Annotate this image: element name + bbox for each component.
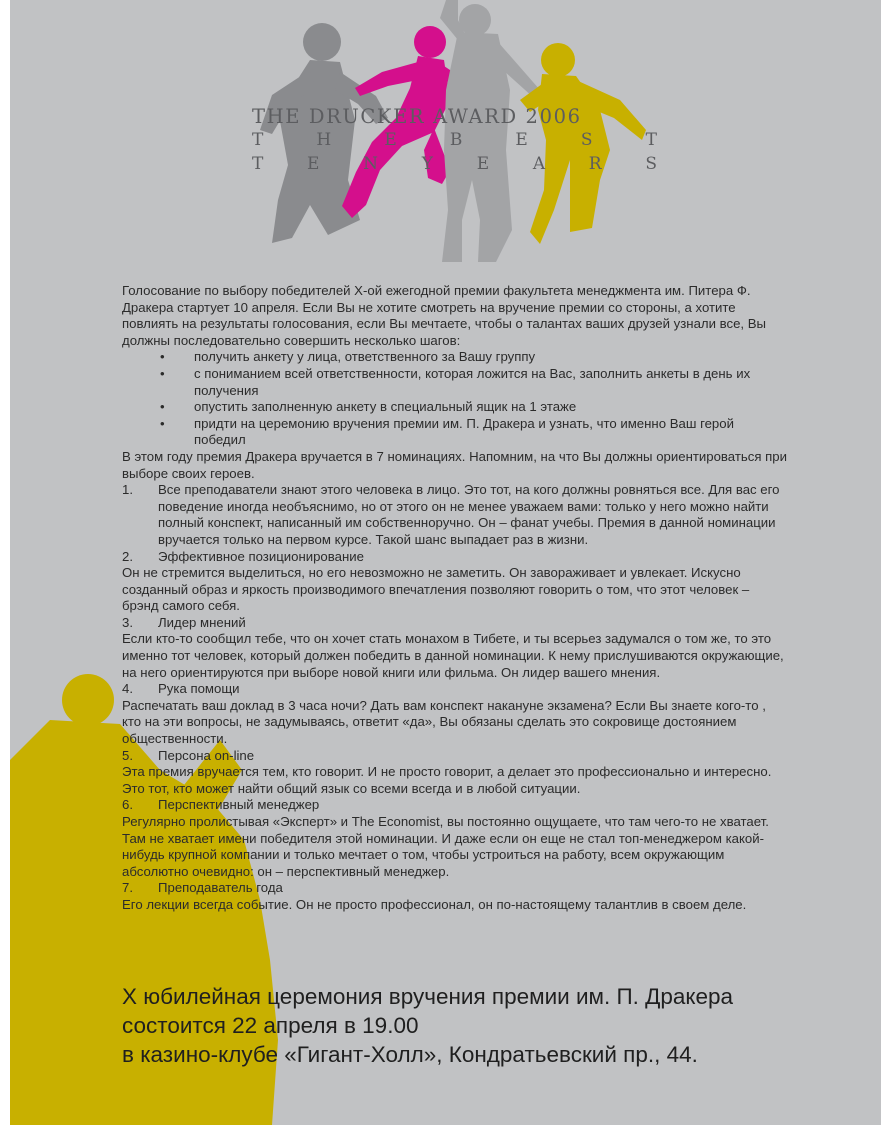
title-letter: S bbox=[580, 130, 593, 150]
announcement-line: в казино-клубе «Гигант-Холл», Кондратьевский пр., 44. bbox=[122, 1042, 698, 1067]
title-letter: E bbox=[307, 154, 320, 174]
event-announcement bbox=[122, 982, 822, 1069]
award-title bbox=[252, 106, 672, 176]
nominations-intro: В этом году премия Дракера вручается в 7 номинациях. Напомним, на что Вы должны ориентироваться при выборе своих героев. bbox=[122, 448, 787, 481]
nomination-title: Все преподаватели знают этого человека в лицо. Это тот, на кого должны ровняться все. Для вас его поведение иногда необъяснимо, но от этого он не менее уважаем вами: только у него можно найти полный конспект, написанный им собственноручно. Он – фанат учебы. Премия в данной номинации вручается только на первом курсе. Такой шанс выпадает раз в жизни. bbox=[158, 482, 780, 547]
poster bbox=[10, 0, 881, 1125]
nomination-title: Преподаватель года bbox=[158, 880, 283, 896]
title-letter: H bbox=[316, 130, 332, 150]
nomination-text: Регулярно пролистывая «Эксперт» и The Economist, вы постоянно ощущаете, что там чего-то не хватает. Там не хватает имени победителя этой номинации. И даже если он еще не стал топ-менеджером какой-нибудь крупной компании и только мечтает о том, чтобы устроиться на работу, всем окружающим абсолютно очевидно: он – перспективный менеджер. bbox=[122, 814, 769, 879]
nomination-text: Его лекции всегда событие. Он не просто профессионал, он по-настоящему талантлив в своем деле. bbox=[122, 896, 747, 912]
nomination-title: Рука помощи bbox=[158, 681, 240, 697]
nomination-text: Распечатать ваш доклад в 3 часа ночи? Дать вам конспект накануне экзамена? Если Вы знаете кого-то , кто на эти вопросы, не задумываясь, ответит «да», Вы обязаны сделать это сокровище достоянием общественности. bbox=[122, 697, 766, 747]
nomination-item bbox=[122, 880, 787, 913]
title-letter: T bbox=[252, 154, 264, 174]
title-letter: R bbox=[588, 154, 602, 174]
award-title-line2 bbox=[252, 128, 657, 152]
nomination-title: Персона on-line bbox=[158, 747, 255, 763]
title-letter: Y bbox=[421, 154, 433, 174]
nomination-text: Эта премия вручается тем, кто говорит. И не просто говорит, а делает это профессионально и интересно. Это тот, кто может найти общий язык со всеми всегда и в любой ситуации. bbox=[122, 764, 772, 796]
nomination-number: 5. bbox=[122, 747, 133, 763]
nomination-text: Если кто-то сообщил тебе, что он хочет стать монахом в Тибете, и ты всерьез задумался о том же, то это именно тот человек, который должен победить в данной номинации. К нему прислушиваются окружающие, на него ориентируются при выборе новой книги или фильма. Он лидер вашего мнения. bbox=[122, 631, 784, 680]
nomination-number: 6. bbox=[122, 797, 133, 813]
nomination-number: 1. bbox=[122, 482, 133, 498]
list-item: • опустить заполненную анкету в специальный ящик на 1 этаже bbox=[122, 399, 787, 416]
announcement-line: X юбилейная церемония вручения премии им. П. Дракера bbox=[122, 984, 734, 1009]
title-letter: E bbox=[384, 130, 397, 150]
title-letter: N bbox=[363, 154, 379, 174]
title-letter: S bbox=[645, 154, 657, 174]
main-text bbox=[122, 283, 787, 914]
announcement-line: состоится 22 апреля в 19.00 bbox=[122, 1013, 419, 1038]
nomination-text: Он не стремится выделиться, но его невозможно не заметить. Он завораживает и увлекает. Искусно созданный образ и яркость производимого впечатления позволяют говорить о том, что этот человек – брэнд самого себя. bbox=[122, 565, 750, 614]
nomination-title: Перспективный менеджер bbox=[158, 797, 320, 813]
award-title-line1: THE DRUCKER AWARD 2006 bbox=[252, 105, 582, 128]
title-letter: E bbox=[515, 130, 528, 150]
title-letter: E bbox=[476, 154, 490, 174]
list-item: • придти на церемонию вручения премии им. П. Дракера и узнать, что именно Ваш герой победил bbox=[122, 416, 787, 449]
nomination-title: Лидер мнений bbox=[158, 614, 246, 630]
title-letter: B bbox=[449, 130, 463, 150]
award-title-line3 bbox=[252, 152, 657, 176]
nomination-item bbox=[122, 549, 787, 615]
nomination-item bbox=[122, 797, 787, 880]
nomination-item bbox=[122, 482, 787, 548]
nomination-item bbox=[122, 748, 787, 798]
title-letter: T bbox=[645, 130, 657, 150]
nomination-item bbox=[122, 681, 787, 747]
nomination-item bbox=[122, 615, 787, 681]
nomination-title: Эффективное позиционирование bbox=[158, 548, 364, 564]
nomination-number: 3. bbox=[122, 614, 133, 630]
title-letter: A bbox=[532, 154, 546, 174]
list-item: • с пониманием всей ответственности, которая ложится на Вас, заполнить анкеты в день их получения bbox=[122, 366, 787, 399]
nomination-number: 7. bbox=[122, 880, 133, 896]
title-letter: T bbox=[252, 130, 264, 150]
intro-paragraph: Голосование по выбору победителей X-ой ежегодной премии факультета менеджмента им. Питера Ф. Дракера стартует 10 апреля. Если Вы не хотите смотреть на вручение премии со стороны, а хотите повлиять на результаты голосования, если Вы мечтаете, чтобы о талантах ваших друзей узнали все, Вы должны последовательно совершить несколько шагов: bbox=[122, 283, 767, 348]
steps-list bbox=[122, 349, 787, 449]
nomination-number: 2. bbox=[122, 548, 133, 564]
list-item: • получить анкету у лица, ответственного за Вашу группу bbox=[122, 349, 787, 366]
nomination-number: 4. bbox=[122, 681, 133, 697]
